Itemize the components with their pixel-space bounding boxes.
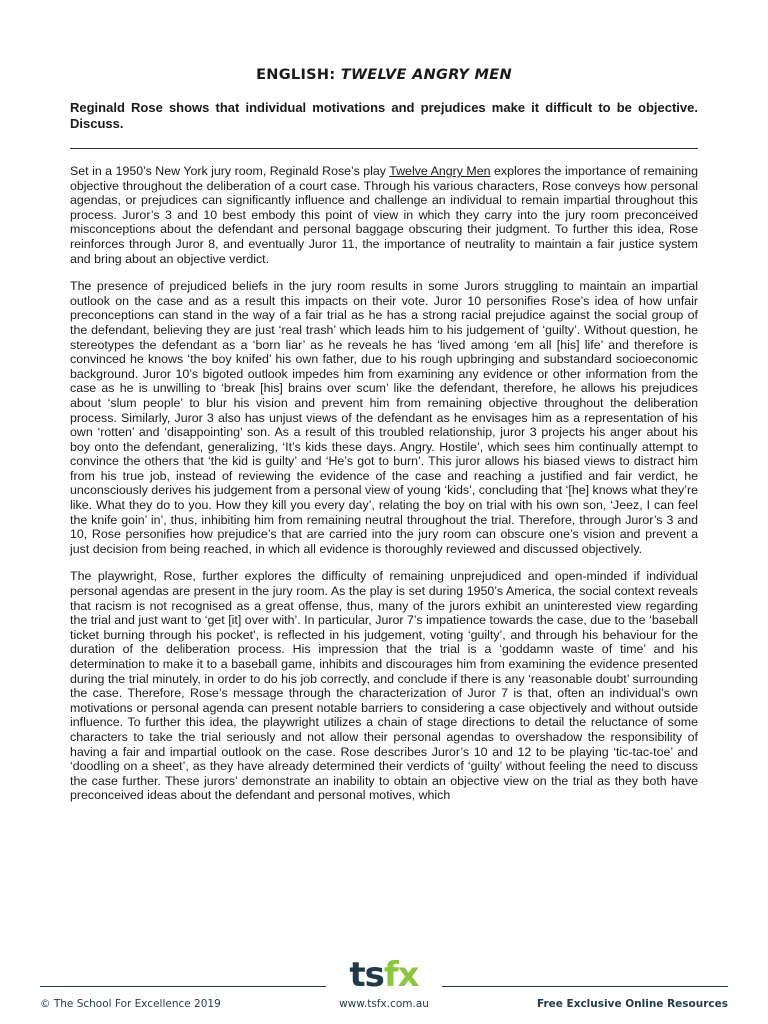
title-work: TWELVE ANGRY MEN [340,67,512,83]
logo-fx: fx [383,955,419,995]
tsfx-logo [348,957,420,995]
footer-website-link[interactable]: www.tsfx.com.au [339,998,429,1010]
paragraph-1 [70,164,698,266]
paragraph-3: The playwright, Rose, further explores the difficulty of remaining unprejudiced and open-minded if individual personal agendas are present in the jury room. As the play is set during 1950’s America, the social context reveals that racism is not recognised as a great offense, thus, many of the jurors exhibit an uninterested view regarding the trial and just want to ‘get [it] over with’. In particular, Juror 7’s impatience towards the case, due to the ‘baseball ticket burning through his pocket’, is reflected in his judgement, voting ‘guilty’, and through his behaviour for the duration of the deliberation process. His impression that the trial is a ‘goddamn waste of time’ and his determination to make it to a baseball game, inhibits and discourages him from examining the evidence presented during the trial minutely, in order to do his job correctly, and conclude if there is any ‘reasonable doubt’ surrounding the case. Therefore, Rose’s message through the characterization of Juror 7 is that, often an individual’s own motivations or personal agenda can present notable barriers to considering a case objectively and without outside influence. To further this idea, the playwright utilizes a chain of stage directions to detail the reluctance of some characters to take the trial seriously and not allow their personal agendas to overshadow the responsibility of having a fair and impartial outlook on the case. Rose describes Juror’s 10 and 12 to be playing ‘tic-tac-toe’ and ‘doodling on a sheet’, as they have already determined their verdicts of ‘guilty’ without feeling the need to discuss the case further. These jurors’ demonstrate an inability to obtain an objective view on the trial as they both have preconceived ideas about the defendant and personal motives, which [70,569,698,803]
footer-copyright: © The School For Excellence 2019 [40,998,221,1010]
footer-rule-left [40,986,326,987]
header-divider [70,148,698,149]
essay-body [70,164,698,816]
page-title [0,67,768,83]
logo-ts: ts [349,955,384,995]
p1-text-after: explores the importance of remaining objective throughout the deliberation of a court case. Through his various characters, Rose conveys how personal agendas, or prejudices can significantly influence and challenge an individual to remain impartial throughout this process. Juror’s 3 and 10 best embody this point of view in which they carry into the jury room preconceived misconceptions about the defendant and personal baggage obscuring their judgment. To further this idea, Rose reinforces through Juror 8, and eventually Juror 11, the importance of neutrality to maintain a fair justice system and bring about an objective verdict. [70,164,698,266]
p1-text-before: Set in a 1950’s New York jury room, Reginald Rose’s play [70,164,390,178]
title-prefix: ENGLISH: [256,67,341,83]
footer-tagline: Free Exclusive Online Resources [536,998,728,1010]
essay-question: Reginald Rose shows that individual motivations and prejudices make it difficult to be objective. Discuss. [70,100,698,131]
play-title-underlined: Twelve Angry Men [389,164,491,178]
footer-rule-right [442,986,728,987]
paragraph-2: The presence of prejudiced beliefs in the jury room results in some Jurors struggling to maintain an impartial outlook on the case and as a result this impacts on their vote. Juror 10 personifies Rose’s idea of how unfair preconceptions can stand in the way of a fair trial as he has a strong racial prejudice against the social group of the defendant, believing they are just ‘real trash’ which leads him to his judgement of ‘guilty’. Without question, he stereotypes the defendant as a ‘born liar’ as he reveals he has ‘lived among ‘em all [his] life’ and therefore is convinced he knows ‘the boy knifed’ his own father, due to his rough upbringing and substandard socioeconomic background. Juror 10’s bigoted outlook impedes him from examining any evidence or other information from the case as he is unwilling to ‘break [his] brains over scum’ like the defendant, therefore, he allows his prejudices about ‘slum people’ to blur his vision and prevent him from remaining objective throughout the deliberation process. Similarly, Juror 3 also has unjust views of the defendant as he envisages him as a representation of his own ‘rotten’ and ‘disappointing’ son. As a result of this troubled relationship, juror 3 projects his anger about his boy onto the defendant, generalizing, ‘It’s kids these days. Angry. Hostile’, which sees him continually attempt to convince the others that ‘the kid is guilty’ and ‘He’s got to burn’. This juror allows his biased views to distract him from his true job, instead of reviewing the evidence of the case and reaching a justified and fair verdict, he unconsciously derives his judgement from a personal view of young ‘kids’, concluding that ‘[he] knows what they’re like. What they do to you. How they kill you every day’, relating the boy on trial with his own son, ‘Jeez, I can feel the knife goin’ in’, thus, inhibiting him from remaining neutral throughout the trial. Therefore, through Juror’s 3 and 10, Rose personifies how prejudice’s that are carried into the jury room can obscure one’s vision and prevent a just decision from being reached, in which all evidence is thoroughly reviewed and discussed objectively. [70,279,698,556]
